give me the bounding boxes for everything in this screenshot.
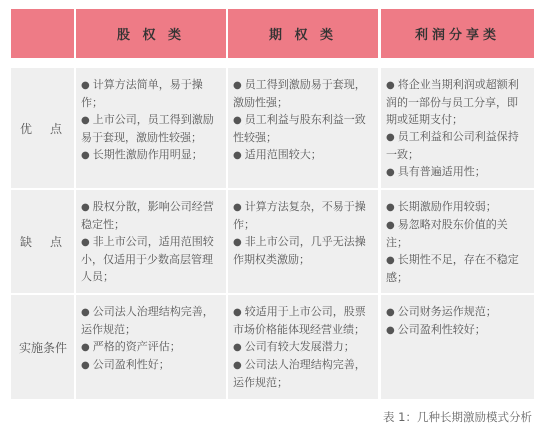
cell-profit-conditions [381,295,534,399]
row-label-conditions [11,295,74,399]
cell-option-conditions [228,295,378,399]
list-item [81,146,220,164]
list-item [81,303,220,338]
list-item [233,111,372,146]
label-char: 优 [20,121,33,136]
item-text: 具有普遍适用性； [397,165,486,178]
bullet-icon: ● [233,342,242,353]
row-label-advantages [11,68,74,188]
item-text: 公司法人治理结构完善，运作规范； [81,305,214,336]
bullet-icon: ● [233,202,242,213]
bullet-icon: ● [386,80,395,91]
bullet-icon: ● [386,307,395,318]
bullet-icon: ● [233,80,242,91]
item-text: 员工利益与股东利益一致性较强； [233,113,366,144]
list-item [81,198,220,233]
item-text: 股权分散，影响公司经营稳定性； [81,200,214,231]
list-item [81,111,220,146]
item-text: 计算方法复杂，不易于操作； [233,200,366,231]
item-text: 计算方法简单，易于操作； [81,78,203,109]
list-item [81,233,220,285]
bullet-icon: ● [386,132,395,143]
bullet-icon: ● [81,202,90,213]
item-text: 员工得到激励易于套现，激励性强； [233,78,366,109]
bullet-icon: ● [386,167,395,178]
list-item [386,163,528,181]
item-text: 较适用于上市公司，股票市场价格能体现经营业绩； [233,305,366,336]
list-item [81,338,220,356]
table-caption: 表 1：几种长期激励模式分析 [383,410,532,424]
item-text: 公司盈利性较好； [397,323,486,336]
item-text: 易忽略对股东价值的关注； [386,218,508,249]
list-item [233,233,372,268]
item-text: 将企业当期利润或超额利润的一部份与员工分享，即期或延期支付； [386,78,519,126]
bullet-icon: ● [233,360,242,371]
header-option: 期 权 类 [228,9,378,58]
bullet-icon: ● [81,342,90,353]
list-item [386,216,528,251]
item-text: 长期性不足，存在不稳定感； [386,253,519,284]
cell-equity-advantages [76,68,226,188]
bullet-icon: ● [386,325,395,336]
bullet-icon: ● [233,150,242,161]
label-char: 缺 [20,235,33,249]
row-label-disadvantages [11,190,74,293]
bullet-icon: ● [81,307,90,318]
item-text: 长期性激励作用明显； [92,148,203,161]
list-item [81,76,220,111]
list-item [233,303,372,338]
item-text: 公司财务运作规范； [397,305,497,318]
item-text: 公司盈利性好； [92,358,170,371]
list-item [233,76,372,111]
cell-profit-advantages [381,68,534,188]
list-item [386,251,528,286]
list-item [386,321,528,339]
header-profit-sharing: 利润分享类 [381,9,534,58]
cell-profit-disadvantages [381,190,534,293]
bullet-icon: ● [81,360,90,371]
list-item [233,338,372,356]
label-char: 点 [49,121,62,136]
list-item [233,198,372,233]
bullet-icon: ● [81,150,90,161]
list-item [386,76,528,128]
header-cell-empty [11,9,74,58]
list-item [386,198,528,216]
bullet-icon: ● [81,80,90,91]
item-text: 公司有较大发展潜力； [244,340,355,353]
list-item [386,303,528,321]
item-text: 长期激励作用较弱； [397,200,497,213]
item-text: 员工利益和公司利益保持一致； [386,130,519,161]
item-text: 严格的资产评估； [92,340,181,353]
cell-option-advantages [228,68,378,188]
label-char: 点 [49,235,62,249]
item-text: 适用范围较大； [244,148,322,161]
list-item [386,128,528,163]
item-text: 上市公司，员工得到激励易于套现，激励性较强； [81,113,214,144]
list-item [233,146,372,164]
cell-equity-disadvantages [76,190,226,293]
item-text: 非上市公司，几乎无法操作期权类激励； [233,235,366,266]
list-item [233,356,372,391]
cell-equity-conditions [76,295,226,399]
header-equity: 股 权 类 [76,9,226,58]
bullet-icon: ● [233,237,242,248]
bullet-icon: ● [386,202,395,213]
bullet-icon: ● [233,307,242,318]
bullet-icon: ● [81,237,90,248]
cell-option-disadvantages [228,190,378,293]
bullet-icon: ● [386,255,395,266]
item-text: 非上市公司，适用范围较小，仅适用于少数高层管理人员； [81,235,214,283]
bullet-icon: ● [233,115,242,126]
label-text: 实施条件 [19,340,68,355]
list-item [81,356,220,374]
item-text: 公司法人治理结构完善，运作规范； [233,358,366,389]
bullet-icon: ● [386,220,395,231]
bullet-icon: ● [81,115,90,126]
